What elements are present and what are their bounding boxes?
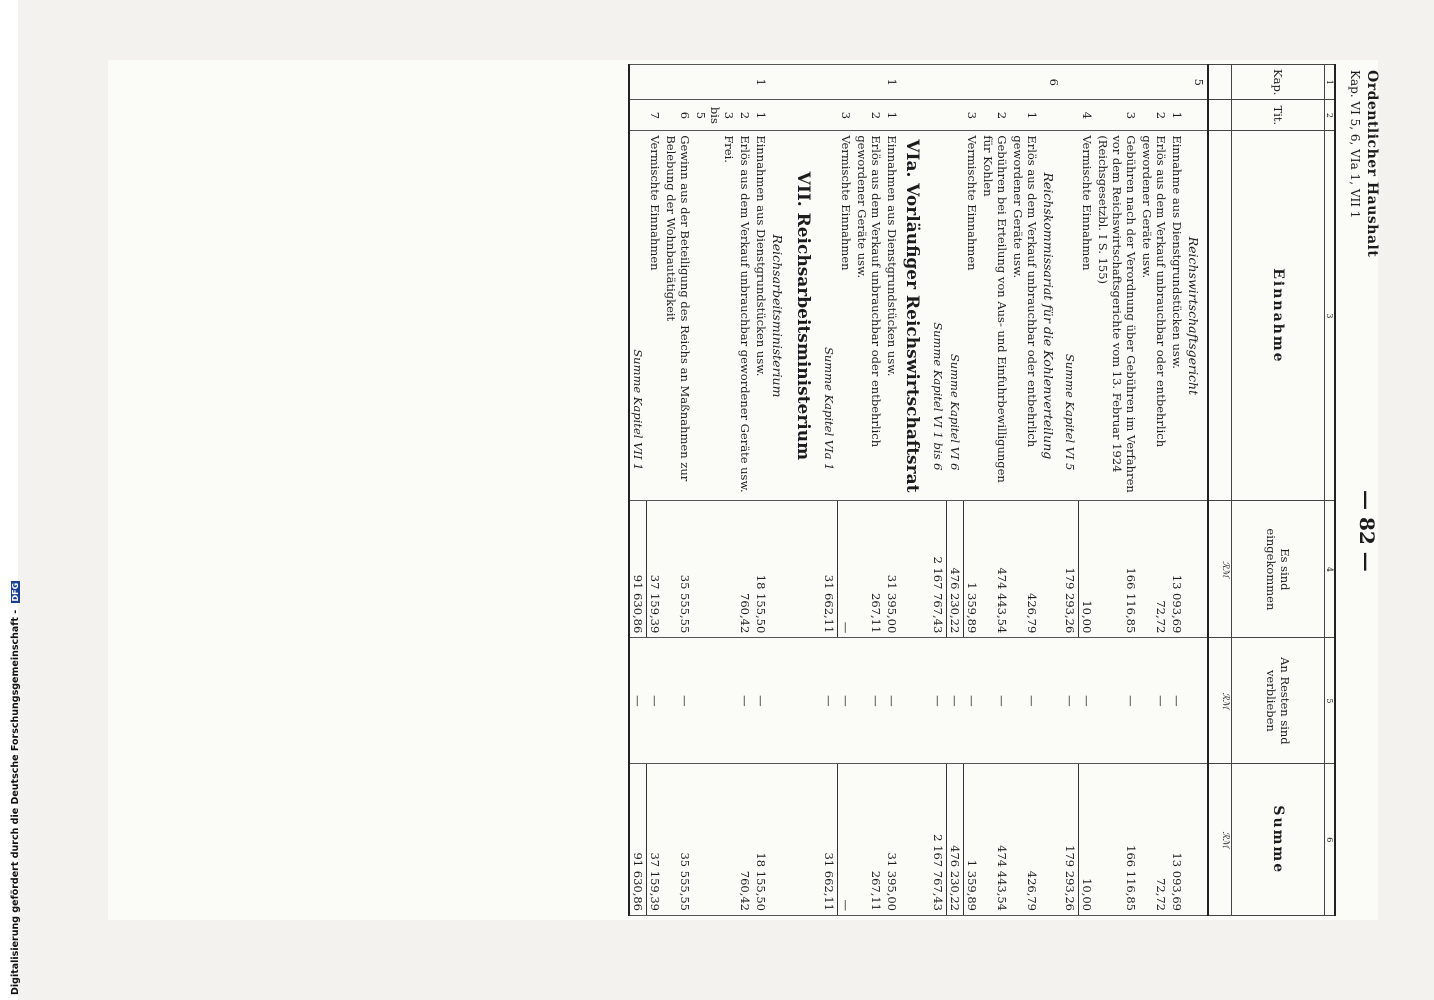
cell-summe bbox=[791, 764, 821, 916]
cell-tit: 1 bbox=[753, 100, 769, 131]
section-row bbox=[769, 65, 791, 916]
cell-summe: 91 630,86 bbox=[629, 764, 647, 916]
cell-resten: — bbox=[884, 638, 900, 764]
unit-reichsmark: ℛℳ bbox=[1208, 764, 1232, 916]
cell-resten: — bbox=[930, 638, 947, 764]
cell-einnahme: Erlös aus dem Verkauf unbrauchbar oder entbehrlich gewordener Geräte usw. bbox=[1139, 131, 1169, 501]
cell-resten: — bbox=[1169, 638, 1185, 764]
cell-summe: 37 159,39 bbox=[647, 764, 664, 916]
cell-summe bbox=[769, 764, 791, 916]
cell-summe: 35 555,55 bbox=[663, 764, 693, 916]
cell-summe: — bbox=[838, 764, 855, 916]
cell-kap bbox=[900, 65, 930, 100]
cell-resten bbox=[769, 638, 791, 764]
cell-einnahme: Erlös aus dem Verkauf unbrauchbar oder entbehrlich gewordener Geräte usw. bbox=[1010, 131, 1040, 501]
cell-tit: 2 bbox=[854, 100, 884, 131]
table-row bbox=[1010, 65, 1040, 916]
cell-kap bbox=[663, 65, 693, 100]
cell-eingekommen: 31 395,00 bbox=[884, 501, 900, 638]
cell-summe: 476 230,22 bbox=[947, 764, 964, 916]
cell-kap bbox=[693, 65, 737, 100]
cell-einnahme: VII. Reichsarbeitsministerium bbox=[791, 131, 821, 501]
page-number: — 82 — bbox=[1355, 490, 1379, 572]
cell-kap bbox=[930, 65, 947, 100]
unit-reichsmark: ℛℳ bbox=[1208, 501, 1232, 638]
cell-einnahme: Einnahmen aus Dienstgrundstücken usw. bbox=[884, 131, 900, 501]
cell-resten: — bbox=[629, 638, 647, 764]
unit-row bbox=[1208, 65, 1232, 916]
cell-einnahme: Summe Kapitel VI 1 bis 6 bbox=[930, 131, 947, 501]
table-row bbox=[854, 65, 884, 916]
cell-resten bbox=[900, 638, 930, 764]
cell-resten: — bbox=[947, 638, 964, 764]
cell-resten: — bbox=[753, 638, 769, 764]
cell-eingekommen: 476 230,22 bbox=[947, 501, 964, 638]
table-row bbox=[663, 65, 693, 916]
cell-resten: — bbox=[1095, 638, 1139, 764]
cell-tit: 1 bbox=[884, 100, 900, 131]
cell-tit: 7 bbox=[647, 100, 664, 131]
cell-summe: 1 359,89 bbox=[964, 764, 981, 916]
cell-summe: 72,72 bbox=[1139, 764, 1169, 916]
cell-eingekommen: 166 116,85 bbox=[1095, 501, 1139, 638]
section-row bbox=[1040, 65, 1062, 916]
cell-tit: 3 bis 5 bbox=[693, 100, 737, 131]
unit-empty bbox=[1208, 100, 1232, 131]
cell-eingekommen bbox=[1040, 501, 1062, 638]
cell-summe: 760,42 bbox=[737, 764, 753, 916]
header-summe: Summe bbox=[1232, 764, 1325, 916]
cell-resten: — bbox=[1010, 638, 1040, 764]
cell-eingekommen: 474 443,54 bbox=[980, 501, 1010, 638]
cell-kap bbox=[980, 65, 1010, 100]
cell-eingekommen bbox=[791, 501, 821, 638]
cell-einnahme: Vermischte Einnahmen bbox=[647, 131, 664, 501]
cell-kap bbox=[854, 65, 884, 100]
sum-row bbox=[629, 65, 647, 916]
cell-summe: 426,79 bbox=[1010, 764, 1040, 916]
cell-kap: 6 bbox=[1040, 65, 1062, 100]
cell-tit: 2 bbox=[980, 100, 1010, 131]
cell-einnahme: Einnahme aus Dienstgrundstücken usw. bbox=[1169, 131, 1185, 501]
cell-tit: 3 bbox=[964, 100, 981, 131]
cell-resten: — bbox=[980, 638, 1010, 764]
column-number: 4 bbox=[1325, 501, 1336, 638]
sum-row bbox=[930, 65, 947, 916]
section-row bbox=[900, 65, 930, 916]
cell-summe: 10,00 bbox=[1079, 764, 1096, 916]
cell-eingekommen bbox=[900, 501, 930, 638]
column-number: 2 bbox=[1325, 100, 1336, 131]
table-row bbox=[1079, 65, 1096, 916]
cell-tit: 4 bbox=[1079, 100, 1096, 131]
cell-einnahme: Frei. bbox=[693, 131, 737, 501]
cell-eingekommen: 179 293,26 bbox=[1062, 501, 1079, 638]
header-einnahme: Einnahme bbox=[1232, 131, 1325, 501]
cell-eingekommen: 267,11 bbox=[854, 501, 884, 638]
table-row bbox=[884, 65, 900, 916]
section-row bbox=[791, 65, 821, 916]
cell-eingekommen bbox=[1185, 501, 1208, 638]
cell-kap bbox=[1010, 65, 1040, 100]
column-header-row bbox=[1232, 65, 1325, 916]
header-kap: Kap. bbox=[1232, 65, 1325, 100]
cell-summe: 179 293,26 bbox=[1062, 764, 1079, 916]
cell-resten bbox=[1040, 638, 1062, 764]
column-number-row bbox=[1325, 65, 1336, 916]
cell-einnahme: Vermischte Einnahmen bbox=[964, 131, 981, 501]
section-row bbox=[1185, 65, 1208, 916]
cell-tit: 1 bbox=[1169, 100, 1185, 131]
cell-resten: — bbox=[647, 638, 664, 764]
cell-eingekommen: 91 630,86 bbox=[629, 501, 647, 638]
cell-eingekommen: 72,72 bbox=[1139, 501, 1169, 638]
cell-kap: 1 bbox=[884, 65, 900, 100]
table-row bbox=[1169, 65, 1185, 916]
cell-tit: 3 bbox=[838, 100, 855, 131]
cell-kap bbox=[1139, 65, 1169, 100]
cell-tit: 1 bbox=[1010, 100, 1040, 131]
cell-kap bbox=[791, 65, 821, 100]
cell-kap bbox=[838, 65, 855, 100]
cell-eingekommen: 426,79 bbox=[1010, 501, 1040, 638]
cell-eingekommen: 35 555,55 bbox=[663, 501, 693, 638]
cell-summe: 31 395,00 bbox=[884, 764, 900, 916]
cell-resten: — bbox=[1079, 638, 1096, 764]
cell-kap: 5 bbox=[1185, 65, 1208, 100]
cell-kap bbox=[647, 65, 664, 100]
cell-kap bbox=[629, 65, 647, 100]
cell-eingekommen: 18 155,50 bbox=[753, 501, 769, 638]
cell-resten: — bbox=[964, 638, 981, 764]
cell-summe bbox=[900, 764, 930, 916]
cell-einnahme: Reichswirtschaftsgericht bbox=[1185, 131, 1208, 501]
footer-credit-text: Digitalisierung gefördert durch die Deutsche Forschungsgemeinschaft - bbox=[10, 609, 21, 995]
cell-kap bbox=[1169, 65, 1185, 100]
cell-tit bbox=[1185, 100, 1208, 131]
column-number: 5 bbox=[1325, 638, 1336, 764]
cell-resten bbox=[693, 638, 737, 764]
table-row bbox=[838, 65, 855, 916]
table-row bbox=[1139, 65, 1169, 916]
cell-einnahme: VIa. Vorläufiger Reichswirtschaftsrat bbox=[900, 131, 930, 501]
cell-einnahme: Vermischte Einnahmen bbox=[1079, 131, 1096, 501]
cell-resten: — bbox=[821, 638, 838, 764]
header-tit: Tit. bbox=[1232, 100, 1325, 131]
table-row bbox=[753, 65, 769, 916]
cell-summe: 2 167 767,43 bbox=[930, 764, 947, 916]
sum-row bbox=[947, 65, 964, 916]
cell-tit: 2 bbox=[737, 100, 753, 131]
ledger-body bbox=[629, 65, 1208, 916]
cell-summe bbox=[1040, 764, 1062, 916]
cell-tit bbox=[1040, 100, 1062, 131]
cell-einnahme: Erlös aus dem Verkauf unbrauchbar gewordener Geräte usw. bbox=[737, 131, 753, 501]
cell-resten: — bbox=[854, 638, 884, 764]
cell-summe bbox=[693, 764, 737, 916]
cell-eingekommen: — bbox=[838, 501, 855, 638]
unit-reichsmark: ℛℳ bbox=[1208, 638, 1232, 764]
dfg-logo-badge: DFG bbox=[11, 582, 20, 602]
cell-eingekommen: 1 359,89 bbox=[964, 501, 981, 638]
cell-einnahme: Vermischte Einnahmen bbox=[838, 131, 855, 501]
column-number: 1 bbox=[1325, 65, 1336, 100]
table-row bbox=[693, 65, 737, 916]
cell-tit: 3 bbox=[1095, 100, 1139, 131]
cell-tit: 2 bbox=[1139, 100, 1169, 131]
scanned-page bbox=[18, 0, 1434, 1000]
cell-einnahme: Reichskommissariat für die Kohlenverteilung bbox=[1040, 131, 1062, 501]
cell-einnahme: Reichsarbeitsministerium bbox=[769, 131, 791, 501]
column-number: 3 bbox=[1325, 131, 1336, 501]
unit-empty bbox=[1208, 65, 1232, 100]
cell-summe: 13 093,69 bbox=[1169, 764, 1185, 916]
cell-tit bbox=[930, 100, 947, 131]
cell-einnahme: Gebühren nach der Verordnung über Gebühren im Verfahren vor dem Reichswirtschaftsgerichte vom 13. Februar 1924 (Reichsgesetzbl. I S. 155) bbox=[1095, 131, 1139, 501]
table-row bbox=[1095, 65, 1139, 916]
revenue-table bbox=[628, 64, 1336, 916]
cell-eingekommen: 2 167 767,43 bbox=[930, 501, 947, 638]
page-header: Ordentlicher Haushalt bbox=[1364, 70, 1380, 258]
column-number: 6 bbox=[1325, 764, 1336, 916]
cell-kap bbox=[964, 65, 981, 100]
cell-einnahme: Summe Kapitel VI 6 bbox=[947, 131, 964, 501]
cell-eingekommen: 37 159,39 bbox=[647, 501, 664, 638]
cell-kap bbox=[821, 65, 838, 100]
cell-tit bbox=[1062, 100, 1079, 131]
cell-tit bbox=[900, 100, 930, 131]
cell-resten: — bbox=[663, 638, 693, 764]
header-eingekommen: Es sind eingekommen bbox=[1232, 501, 1325, 638]
cell-kap bbox=[947, 65, 964, 100]
cell-eingekommen bbox=[693, 501, 737, 638]
cell-kap bbox=[1095, 65, 1139, 100]
ledger-page bbox=[108, 60, 1378, 920]
cell-eingekommen: 31 662,11 bbox=[821, 501, 838, 638]
cell-kap bbox=[1062, 65, 1079, 100]
sum-row bbox=[1062, 65, 1079, 916]
cell-einnahme: Summe Kapitel VII 1 bbox=[629, 131, 647, 501]
cell-summe bbox=[1185, 764, 1208, 916]
cell-kap bbox=[737, 65, 753, 100]
sum-row bbox=[821, 65, 838, 916]
cell-einnahme: Einnahmen aus Dienstgrundstücken usw. bbox=[753, 131, 769, 501]
cell-resten bbox=[791, 638, 821, 764]
cell-einnahme: Summe Kapitel VI 5 bbox=[1062, 131, 1079, 501]
cell-resten: — bbox=[1139, 638, 1169, 764]
cell-summe: 18 155,50 bbox=[753, 764, 769, 916]
cell-resten: — bbox=[838, 638, 855, 764]
cell-eingekommen bbox=[769, 501, 791, 638]
table-row bbox=[980, 65, 1010, 916]
unit-empty bbox=[1208, 131, 1232, 501]
cell-resten: — bbox=[1062, 638, 1079, 764]
header-resten: An Resten sind verblieben bbox=[1232, 638, 1325, 764]
cell-tit bbox=[791, 100, 821, 131]
table-row bbox=[964, 65, 981, 916]
cell-summe: 267,11 bbox=[854, 764, 884, 916]
cell-summe: 474 443,54 bbox=[980, 764, 1010, 916]
cell-tit bbox=[629, 100, 647, 131]
cell-kap: 1 bbox=[753, 65, 769, 100]
cell-tit bbox=[821, 100, 838, 131]
cell-eingekommen: 760,42 bbox=[737, 501, 753, 638]
cell-einnahme: Erlös aus dem Verkauf unbrauchbar oder entbehrlich gewordener Geräte usw. bbox=[854, 131, 884, 501]
table-row bbox=[647, 65, 664, 916]
cell-kap bbox=[1079, 65, 1096, 100]
cell-einnahme: Gebühren bei Erteilung von Aus- und Einfuhrbewilligungen für Kohlen bbox=[980, 131, 1010, 501]
cell-summe: 166 116,85 bbox=[1095, 764, 1139, 916]
cell-einnahme: Summe Kapitel VIa 1 bbox=[821, 131, 838, 501]
cell-resten: — bbox=[737, 638, 753, 764]
page-subheader: Kap. VI 5, 6, VIa 1, VII 1 bbox=[1348, 70, 1362, 219]
cell-summe: 31 662,11 bbox=[821, 764, 838, 916]
cell-resten bbox=[1185, 638, 1208, 764]
cell-tit bbox=[947, 100, 964, 131]
cell-einnahme: Gewinn aus der Beteiligung des Reichs an Maßnahmen zur Belebung der Wohnbautätigkeit bbox=[663, 131, 693, 501]
table-row bbox=[737, 65, 753, 916]
cell-kap bbox=[769, 65, 791, 100]
cell-eingekommen: 10,00 bbox=[1079, 501, 1096, 638]
cell-eingekommen: 13 093,69 bbox=[1169, 501, 1185, 638]
cell-tit: 6 bbox=[663, 100, 693, 131]
cell-tit bbox=[769, 100, 791, 131]
